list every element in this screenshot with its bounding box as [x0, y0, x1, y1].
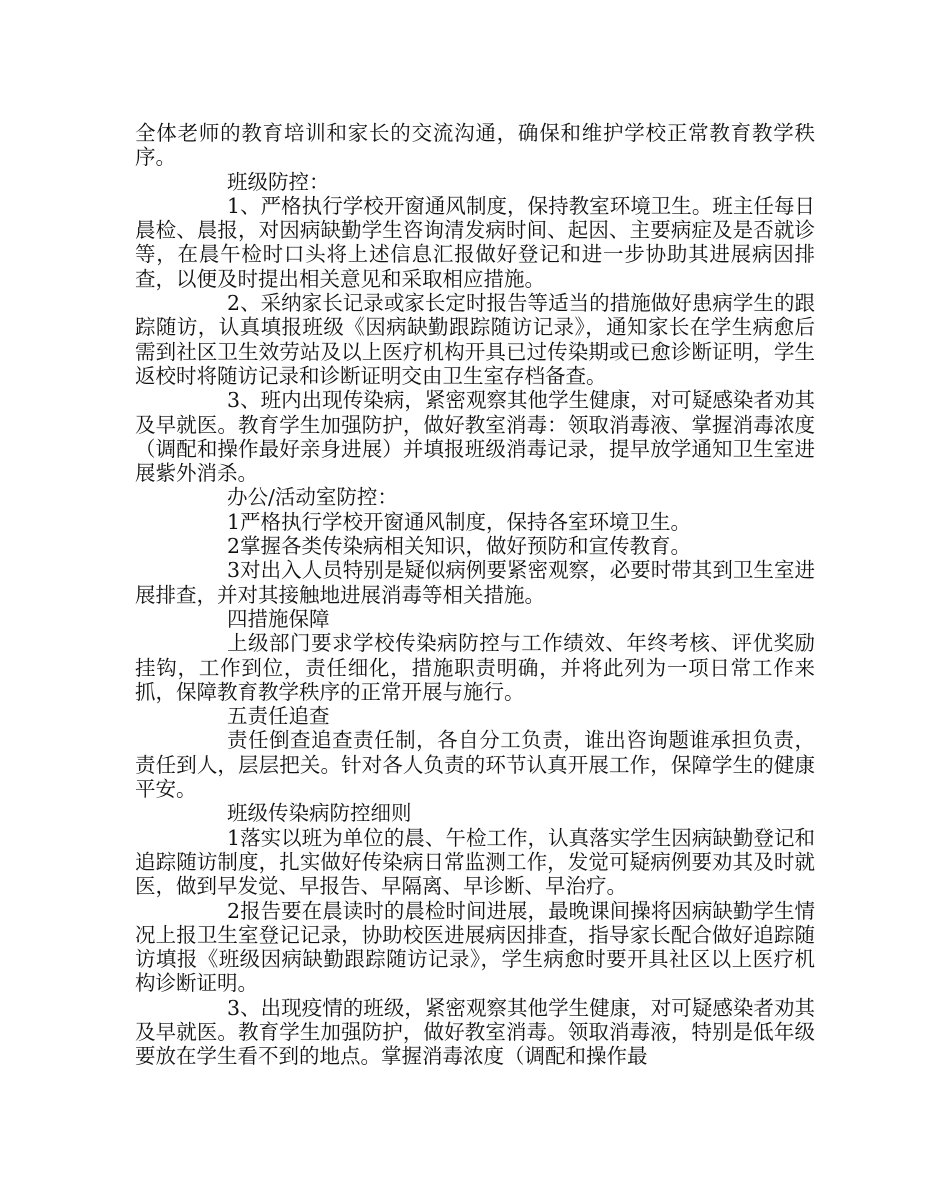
paragraph-office-item-1: 1严格执行学校开窗通风制度，保持各室环境卫生。: [227, 509, 692, 534]
paragraph-class-item-3: 3、班内出现传染病，紧密观察其他学生健康，对可疑感染者劝其及早就医。教育学生加强防护，做好教室消毒：领取消毒液、掌握消毒浓度（调配和操作最好亲身进展）并填报班级消毒记录，提早放学通知卫生室进展紫外消杀。: [135, 388, 815, 486]
paragraph-rules-item-3: 3、出现疫情的班级，紧密观察其他学生健康，对可疑感染者劝其及早就医。教育学生加强防护，做好教室消毒。领取消毒液，特别是低年级要放在学生看不到的地点。掌握消毒浓度（调配和操作最: [135, 995, 815, 1069]
paragraph-office-item-2: 2掌握各类传染病相关知识，做好预防和宣传教育。: [227, 534, 692, 559]
paragraph-accountability: 责任倒查追查责任制，各自分工负责，谁出咨询题谁承担负责，责任到人，层层把关。针对各人负责的环节认真开展工作，保障学生的健康平安。: [135, 728, 815, 802]
section-heading-office-control: 办公/活动室防控：: [227, 485, 398, 510]
paragraph-measures: 上级部门要求学校传染病防控与工作绩效、年终考核、评优奖励挂钩，工作到位，责任细化，措施职责明确，并将此列为一项日常工作来抓，保障教育教学秩序的正常开展与施行。: [135, 631, 815, 704]
paragraph-rules-item-1: 1落实以班为单位的晨、午检工作，认真落实学生因病缺勤登记和追踪随访制度，扎实做好传染病日常监测工作，发觉可疑病例要劝其及时就医，做到早发觉、早报告、早隔离、早诊断、早治疗。: [135, 825, 815, 899]
paragraph-rules-item-2: 2报告要在晨读时的晨检时间进展，最晚课间操将因病缺勤学生情况上报卫生室登记记录，协助校医进展病因排查，指导家长配合做好追踪随访填报《班级因病缺勤跟踪随访记录》，学生病愈时要开具社区以上医疗机构诊断证明。: [135, 898, 815, 996]
paragraph-class-item-2: 2、采纳家长记录或家长定时报告等适当的措施做好患病学生的跟踪随访，认真填报班级《因病缺勤跟踪随访记录》，通知家长在学生病愈后需到社区卫生效劳站及以上医疗机构开具已过传染期或已愈诊断证明，学生返校时将随访记录和诊断证明交由卫生室存档备查。: [135, 291, 815, 388]
section-heading-accountability: 五责任追查: [227, 704, 330, 729]
section-heading-class-rules: 班级传染病防控细则: [227, 801, 412, 826]
section-heading-class-control: 班级防控：: [227, 169, 330, 194]
document-body: [135, 121, 815, 1069]
paragraph-office-item-3: 3对出入人员特别是疑似病例要紧密观察，必要时带其到卫生室进展排查，并对其接触地进展消毒等相关措施。: [135, 558, 815, 607]
paragraph-continuation: 全体老师的教育培训和家长的交流沟通，确保和维护学校正常教育教学秩序。: [135, 121, 815, 170]
section-heading-measures: 四措施保障: [227, 606, 330, 631]
paragraph-class-item-1: 1、严格执行学校开窗通风制度，保持教室环境卫生。班主任每日晨检、晨报，对因病缺勤学生咨询清发病时间、起因、主要病症及是否就诊等，在晨午检时口头将上述信息汇报做好登记和进一步协助其进展病因排查，以便及时提出相关意见和采取相应措施。: [135, 193, 815, 291]
